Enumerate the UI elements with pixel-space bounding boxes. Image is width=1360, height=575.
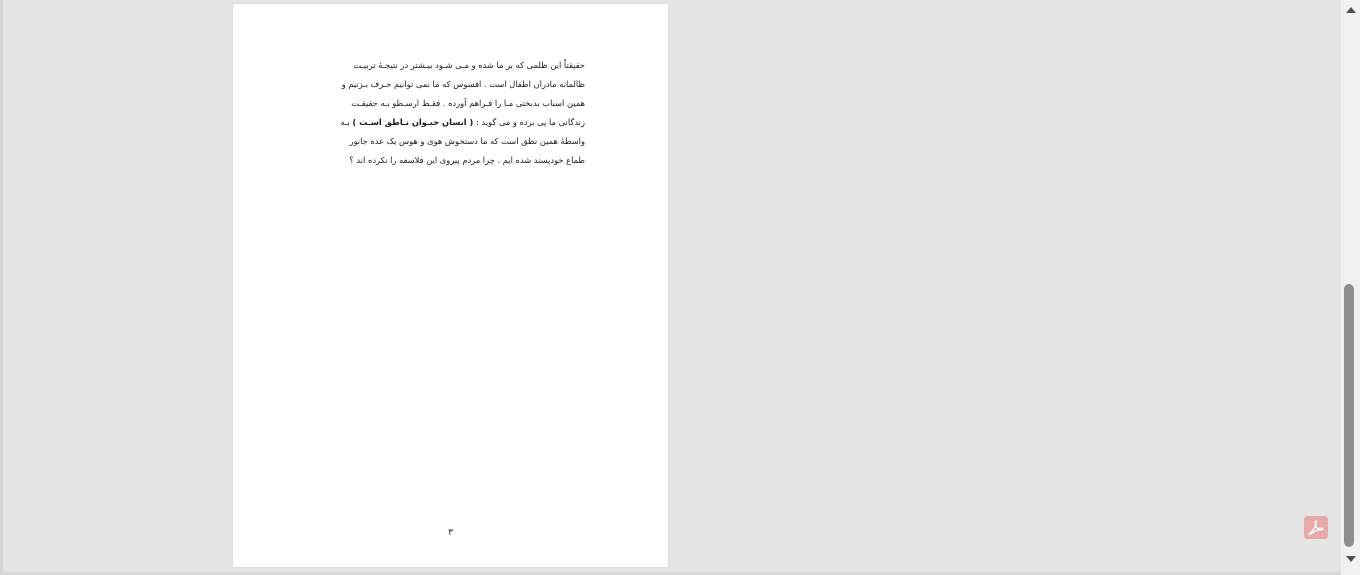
adobe-pdf-icon xyxy=(1307,519,1325,536)
text-line-mixed xyxy=(337,113,585,132)
scroll-down-button[interactable] xyxy=(1341,550,1360,568)
vertical-scrollbar[interactable] xyxy=(1341,0,1360,575)
page-number: ۳ xyxy=(448,528,453,538)
text-line: همین اسباب بدبختی مـا را فـراهم آورده . فقـط ارسـطو بـه حقیقـت xyxy=(351,97,585,108)
open-pdf-button[interactable] xyxy=(1304,516,1328,539)
text-line: طماع خودپسند شده ایم . چرا مردم پیروی این فلاسفه را نکرده اند ؟ xyxy=(349,154,585,165)
viewer-left-border xyxy=(0,0,3,575)
scrollbar-thumb[interactable] xyxy=(1344,284,1354,547)
text-segment: زندگانی ما پی برده و می گوید : xyxy=(475,116,585,127)
text-line: حقیقتاً این ظلمی که بر ما شده و مـی شـود بیـشتر در نتیجـهٔ تربیـت xyxy=(353,60,585,70)
pdf-page xyxy=(233,4,668,567)
page-body-text xyxy=(337,56,585,169)
text-segment: بـه xyxy=(340,116,350,127)
scroll-up-button[interactable] xyxy=(1341,1,1360,19)
triangle-up-icon xyxy=(1346,7,1356,13)
triangle-down-icon xyxy=(1346,556,1356,562)
text-line: واسطهٔ همین نطق است که ما دستخوش هوی و هوس یک عده جانور xyxy=(349,135,585,146)
bold-quote: ( انسان حیـوان نـاطق اسـت ) xyxy=(352,116,474,127)
text-line: ظالمانه مادران اطفال است . افسوس که ما نمی توانیم حـرف بـزنیم و xyxy=(341,78,585,89)
